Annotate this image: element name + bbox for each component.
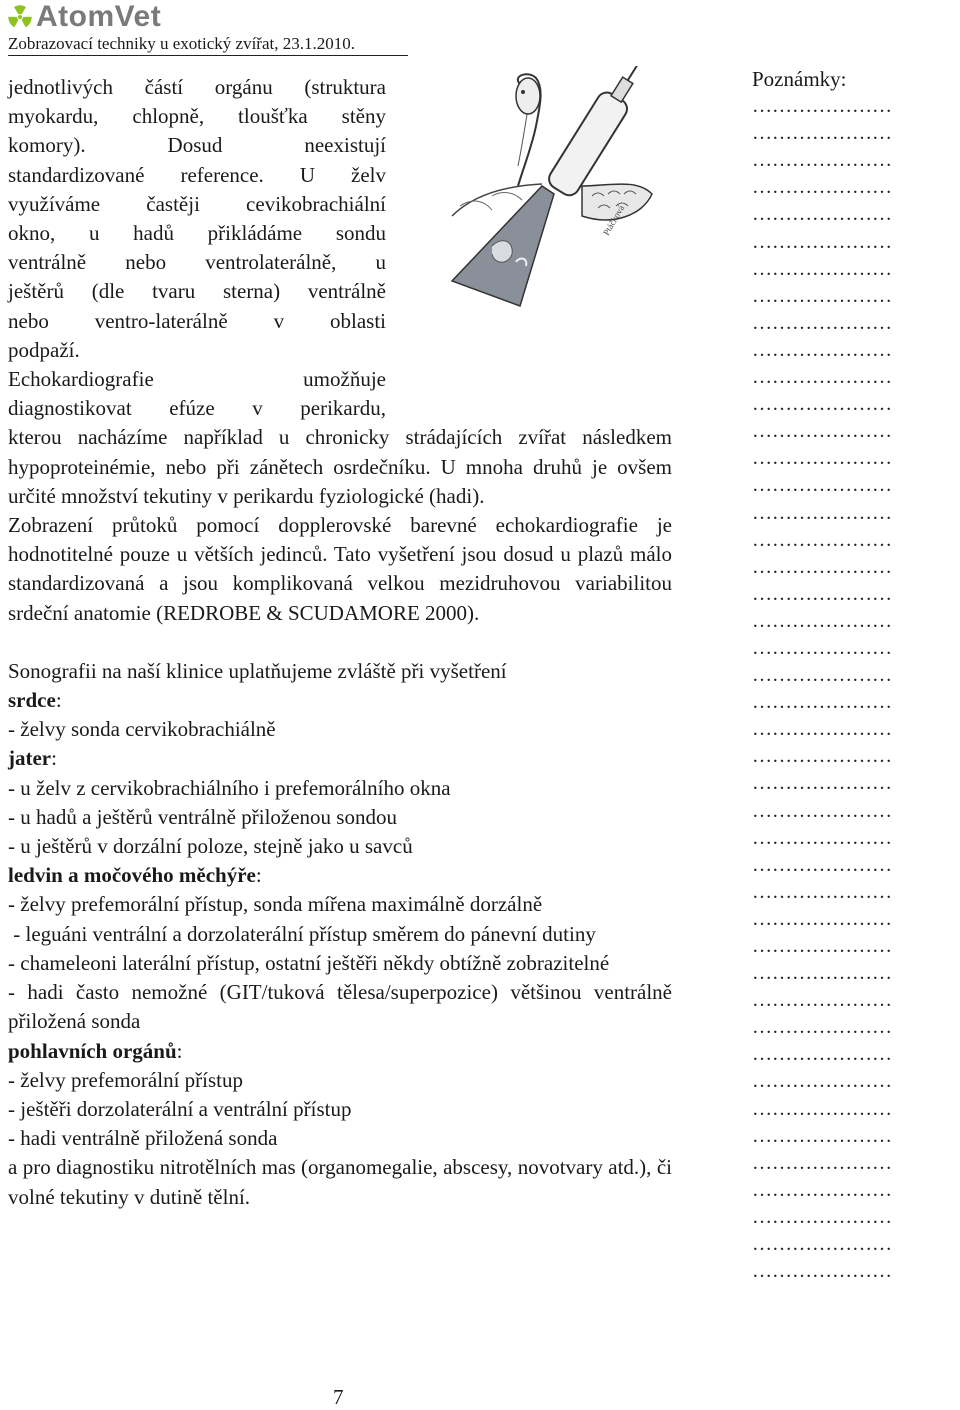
list-item: - ještěři dorzolaterální a ventrální přístup [8,1096,352,1121]
notes-dot-line: ………………… [752,907,892,930]
notes-dot-line: ………………… [752,176,892,199]
paragraph-closing: a pro diagnostiku nitrotělních mas (organomegalie, abscesy, novotvary atd.), či volné tekutiny v dutině tělní. [8,1155,672,1209]
list-item: - hadi ventrálně přiložená sonda [8,1126,278,1151]
text-line: využíváme častěji cevikobrachiální [8,191,386,216]
text-line: podpaží. [8,337,80,362]
paragraph-doppler: Zobrazení průtoků pomocí dopplerovské barevné echokardiografie je hodnotitelné pouze u větších jedinců. Tato vyšetření jsou dosud u plazů málo standardizovaná a jsou komplikovaná velkou mezidruhovou variabilitou srdeční anatomie (REDROBE & SCUDAMORE 2000). [8,513,672,625]
list-item: - u hadů a ještěrů ventrálně přiloženou sondou [8,804,397,829]
list-item: - u ještěrů v dorzální poloze, stejně jako u savců [8,834,413,859]
notes-dot-line: ………………… [752,447,892,470]
notes-dot-line: ………………… [752,1043,892,1066]
page-number: 7 [333,1385,344,1409]
notes-dot-line: ………………… [752,338,892,361]
logo-text: AtomVet [36,0,162,33]
notes-dot-line: ………………… [752,935,892,957]
list-item: - hadi často nemožné (GIT/tuková tělesa/superpozice) většinou ventrálně přiložená sonda [8,980,672,1034]
notes-dot-line: ………………… [752,366,892,389]
notes-dot-line: ………………… [752,555,892,578]
notes-dot-line: ………………… [752,393,892,416]
text-line: ventrálně nebo ventrolaterálně, u [8,250,386,275]
notes-dot-line: ………………… [752,799,892,822]
paragraph-intro: Sonografii na naší klinice uplatňujeme zvláště při vyšetření [8,658,507,683]
text-line: myokardu, chlopně, tloušťka stěny [8,104,386,129]
notes-dot-line: ………………… [752,1233,892,1256]
notes-dot-line: ………………… [752,1178,892,1201]
notes-dot-line: ………………… [752,1124,892,1147]
notes-dot-line: ………………… [752,284,892,307]
notes-dot-line: ………………… [752,1151,892,1174]
notes-column [752,66,957,1285]
heading-heart: srdce: [8,688,62,713]
notes-dot-line: ………………… [752,664,892,687]
notes-dot-line: ………………… [752,95,892,118]
page-header [8,2,428,56]
notes-dot-line: ………………… [752,691,892,714]
notes-dot-line: ………………… [752,501,892,524]
text-line: jednotlivých částí orgánu (struktura [8,75,386,99]
notes-dot-line: ………………… [752,609,892,632]
heading-gonads: pohlavních orgánů: [8,1038,183,1063]
list-item: - želvy prefemorální přístup, sonda mířena maximálně dorzálně [8,892,543,917]
notes-dot-line: ………………… [752,474,892,497]
radiation-icon [8,5,32,29]
text-line: nebo ventro-laterálně v oblasti [8,308,386,333]
notes-dot-line: ………………… [752,880,892,903]
notes-dot-line: ………………… [752,636,892,659]
notes-dot-line: ………………… [752,122,892,145]
illustration-signature: Ptáčková [601,203,627,237]
text-line: ještěrů (dle tvaru sterna) ventrálně [8,279,386,304]
notes-dot-lines [752,93,957,1285]
notes-dot-line: ………………… [752,1016,892,1039]
notes-dot-line: ………………… [752,718,892,741]
notes-dot-line: ………………… [752,203,892,226]
notes-dot-line: ………………… [752,528,892,551]
notes-dot-line: ………………… [752,826,892,849]
wrapped-text-block [8,73,386,423]
list-item: - želvy prefemorální přístup [8,1067,243,1092]
text-line: standardizované reference. U želv [8,162,386,187]
text-line: okno, u hadů přikládáme sondu [8,221,386,246]
notes-dot-line: ………………… [752,420,892,443]
notes-dot-line: ………………… [752,1070,892,1093]
main-text-column [8,73,672,1212]
paragraph-pericardium: kterou nacházíme například u chronicky strádajících zvířat následkem hypoproteinémie, nebo při zánětech osrdečníku. U mnoha druhů je ovšem určité množství tekutiny v perikardu fyziologické (hadi). [8,425,672,508]
notes-dot-line: ………………… [752,1205,892,1228]
heading-kidney: ledvin a močového měchýře: [8,863,262,888]
notes-dot-line: ………………… [752,962,892,985]
text-line: Echokardiografie umožňuje [8,367,386,392]
notes-dot-line: ………………… [752,582,892,605]
notes-dot-line: ………………… [752,745,892,768]
document-subtitle: Zobrazovací techniky u exotický zvířat, 23.1.2010. [8,34,408,56]
notes-dot-line: ………………… [752,772,892,795]
list-item: - želvy sonda cervikobrachiálně [8,717,276,742]
notes-dot-line: ………………… [752,230,892,253]
notes-dot-line: ………………… [752,257,892,280]
notes-dot-line: ………………… [752,1260,892,1283]
notes-dot-line: ………………… [752,311,892,334]
list-item: - u želv z cervikobrachiálního i prefemorálního okna [8,775,451,800]
notes-dot-line: ………………… [752,853,892,876]
notes-dot-line: ………………… [752,1097,892,1120]
list-item: - chameleoni laterální přístup, ostatní ještěři někdy obtížně zobrazitelné [8,950,610,975]
notes-dot-line: ………………… [752,989,892,1012]
atomvet-logo [8,2,428,32]
text-line: diagnostikovat efúze v perikardu, [8,396,386,421]
text-line: komory). Dosud neexistují [8,133,386,158]
list-item: - leguáni ventrální a dorzolaterální přístup směrem do pánevní dutiny [8,921,596,946]
heading-liver: jater: [8,746,57,771]
notes-title: Poznámky: [752,67,847,91]
notes-dot-line: ………………… [752,149,892,172]
